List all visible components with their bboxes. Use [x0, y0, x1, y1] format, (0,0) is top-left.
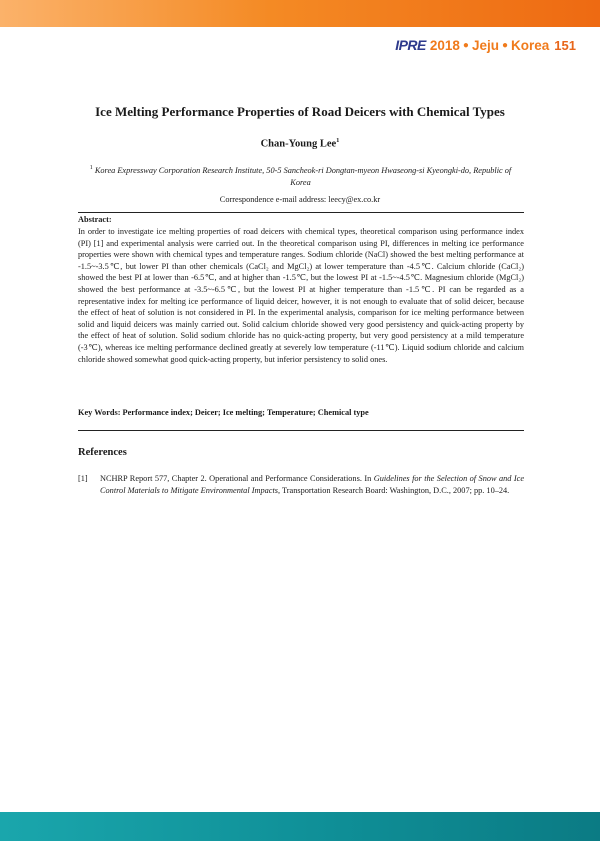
conference-country: Korea — [511, 37, 550, 53]
keywords: Key Words: Performance index; Deicer; Ice melting; Temperature; Chemical type — [78, 408, 369, 417]
reference-text-pre: NCHRP Report 577, Chapter 2. Operational and Performance Considerations. In — [100, 474, 374, 483]
reference-text — [100, 473, 524, 497]
abstract-body: In order to investigate ice melting properties of road deicers with chemical types, theoretical comparison using performance index (PI) [1] and experimental analysis were carried out. In the theoretical comparison using PI, differences in melting ice performance properties were shown with chemical types and temperature ranges. Sodium chloride (NaCl) showed the best melting performance at -1.5~-3.5℃, but lower PI than other chemicals (CaCl₂ and MgCl₂) at lower temperature than -4.5℃. Calcium chloride (CaCl₂) showed the best PI at lower than -6.5℃, and at higher than -1.5℃, but the lowest PI at -1.5~-4.5℃. Magnesium chloride (MgCl₂) showed the best performance at -3.5~-6.5℃, but the lowest PI at higher temperature than -1.5℃. PI can be regarded as a representative index for melting ice performance of liquid deicer, however, it is not enough to evaluate that of solid deicer, because the effect of heat of solution is not considered in PI. In the experimental analysis, comparison for ice melting performance between solid and liquid deicers was mainly carried out. Solid calcium chloride showed very good persistency and quick-acting property by the effect of heat of solution. Solid sodium chloride has no quick-acting property, but very good persistency at a mild temperature (-3℃), whereas ice melting performance declined greatly at severely low temperature (-11℃). Liquid sodium chloride and calcium chloride showed somewhat good quick-acting property, but inferior persistency to solid ones. — [78, 227, 524, 364]
ipre-logo-mark — [395, 37, 426, 53]
conference-year: 2018 — [429, 37, 460, 53]
conference-city: Jeju — [471, 37, 499, 53]
conference-logo — [395, 34, 576, 56]
references-heading: References — [78, 447, 127, 458]
affiliation-superscript: 1 — [89, 165, 93, 171]
correspondence-email: Correspondence e-mail address: leecy@ex.co.kr — [219, 195, 381, 204]
bottom-banner — [0, 812, 600, 841]
dot-separator-icon: ● — [501, 39, 509, 51]
reference-text-post: , Transportation Research Board: Washington, D.C., 2007; pp. 10–24. — [277, 486, 510, 495]
reference-item — [78, 473, 524, 497]
top-banner — [0, 0, 600, 27]
reference-title: Guidelines for the Selection of Snow and Ice Control Materials to Mitigate Environmental Impacts — [100, 474, 525, 495]
divider-bottom — [78, 430, 524, 431]
author-line — [0, 137, 600, 150]
reference-number: [1] — [78, 474, 88, 483]
author-name: Chan-Young Lee — [260, 138, 337, 150]
abstract-heading: Abstract: — [78, 215, 112, 224]
author-superscript: 1 — [336, 137, 340, 144]
dot-separator-icon: ● — [462, 39, 469, 51]
divider-top — [78, 212, 524, 213]
affiliation-text: Korea Expressway Corporation Research Institute, 50-5 Sancheok-ri Dongtan-myeon Hwaseong-si Kyeongki-do, Republic of Korea — [94, 165, 512, 187]
page-number: 151 — [554, 37, 576, 53]
affiliation — [88, 162, 513, 189]
logo-wordmark: IPRE — [395, 37, 426, 53]
paper-title: Ice Melting Performance Properties of Road Deicers with Chemical Types — [95, 104, 505, 119]
